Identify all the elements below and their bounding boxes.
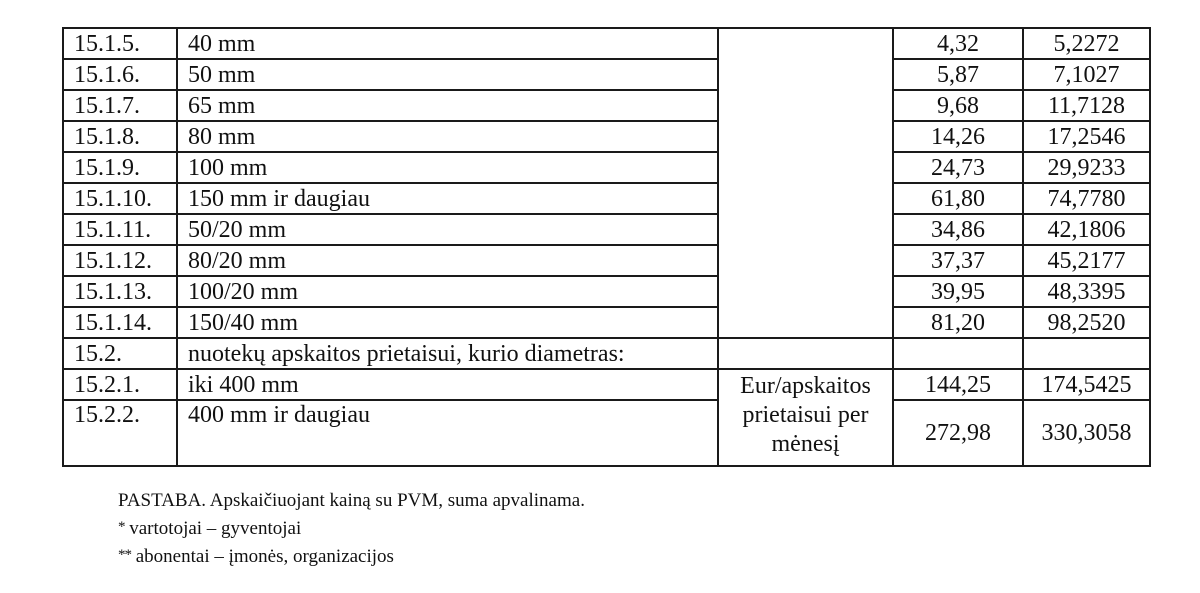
note-consumers: [118, 514, 585, 542]
footnote-mark: *: [118, 519, 125, 535]
price-without-vat: 39,95: [893, 276, 1023, 307]
row-code: 15.1.13.: [63, 276, 177, 307]
unit-cell-empty: [718, 338, 893, 369]
notes-block: [118, 488, 585, 570]
row-code: 15.1.5.: [63, 28, 177, 59]
table-row-section: [63, 338, 1150, 369]
price-without-vat: 61,80: [893, 183, 1023, 214]
row-description: 65 mm: [177, 90, 718, 121]
note-pastaba: PASTABA. Apskaičiuojant kainą su PVM, suma apvalinama.: [118, 490, 585, 511]
price-without-vat: 9,68: [893, 90, 1023, 121]
price-with-vat: 42,1806: [1023, 214, 1150, 245]
table-row: [63, 152, 1150, 183]
table-row: [63, 183, 1150, 214]
table-row: [63, 276, 1150, 307]
price-with-vat: 74,7780: [1023, 183, 1150, 214]
unit-cell-empty: [718, 28, 893, 338]
price-with-vat: 98,2520: [1023, 307, 1150, 338]
price-without-vat: 81,20: [893, 307, 1023, 338]
footnote-text: abonentai – įmonės, organizacijos: [131, 546, 394, 567]
price-without-vat: 4,32: [893, 28, 1023, 59]
row-description: 80 mm: [177, 121, 718, 152]
price-with-vat: 5,2272: [1023, 28, 1150, 59]
row-code: 15.1.10.: [63, 183, 177, 214]
row-code: 15.1.9.: [63, 152, 177, 183]
row-code: 15.1.6.: [63, 59, 177, 90]
row-code: 15.1.14.: [63, 307, 177, 338]
row-description: iki 400 mm: [177, 369, 718, 400]
note-subscribers: [118, 542, 585, 570]
price-without-vat: 5,87: [893, 59, 1023, 90]
price-without-vat: 144,25: [893, 369, 1023, 400]
table-row: [63, 59, 1150, 90]
row-description: 50 mm: [177, 59, 718, 90]
unit-label: Eur/apskaitos prietaisui per mėnesį: [718, 369, 893, 466]
price-with-vat: 7,1027: [1023, 59, 1150, 90]
price-with-vat: 330,3058: [1023, 400, 1150, 466]
row-description: nuotekų apskaitos prietaisui, kurio diametras:: [177, 338, 718, 369]
row-description: 100 mm: [177, 152, 718, 183]
price-with-vat: 29,9233: [1023, 152, 1150, 183]
row-code: 15.1.8.: [63, 121, 177, 152]
table-row: [63, 28, 1150, 59]
row-description: 400 mm ir daugiau: [177, 400, 718, 466]
row-code: 15.1.12.: [63, 245, 177, 276]
table-row: [63, 307, 1150, 338]
price-with-vat: 45,2177: [1023, 245, 1150, 276]
table-row: [63, 369, 1150, 400]
row-code: 15.1.7.: [63, 90, 177, 121]
table-row: [63, 90, 1150, 121]
row-description: 40 mm: [177, 28, 718, 59]
price-without-vat: 14,26: [893, 121, 1023, 152]
price-without-vat: 34,86: [893, 214, 1023, 245]
row-code: 15.2.: [63, 338, 177, 369]
footnote-text: vartotojai – gyventojai: [124, 518, 302, 539]
price-with-vat: 48,3395: [1023, 276, 1150, 307]
row-code: 15.2.1.: [63, 369, 177, 400]
row-code: 15.1.11.: [63, 214, 177, 245]
row-description: 150 mm ir daugiau: [177, 183, 718, 214]
row-description: 100/20 mm: [177, 276, 718, 307]
table-row: [63, 400, 1150, 466]
price-without-vat: 272,98: [893, 400, 1023, 466]
price-without-vat: [893, 338, 1023, 369]
price-with-vat: 174,5425: [1023, 369, 1150, 400]
price-with-vat: [1023, 338, 1150, 369]
tariff-table: [62, 27, 1151, 467]
price-with-vat: 17,2546: [1023, 121, 1150, 152]
price-without-vat: 37,37: [893, 245, 1023, 276]
row-code: 15.2.2.: [63, 400, 177, 466]
price-with-vat: 11,7128: [1023, 90, 1150, 121]
row-description: 50/20 mm: [177, 214, 718, 245]
row-description: 80/20 mm: [177, 245, 718, 276]
row-description: 150/40 mm: [177, 307, 718, 338]
footnote-mark: **: [118, 547, 131, 563]
table-row: [63, 214, 1150, 245]
table-row: [63, 245, 1150, 276]
price-without-vat: 24,73: [893, 152, 1023, 183]
table-row: [63, 121, 1150, 152]
